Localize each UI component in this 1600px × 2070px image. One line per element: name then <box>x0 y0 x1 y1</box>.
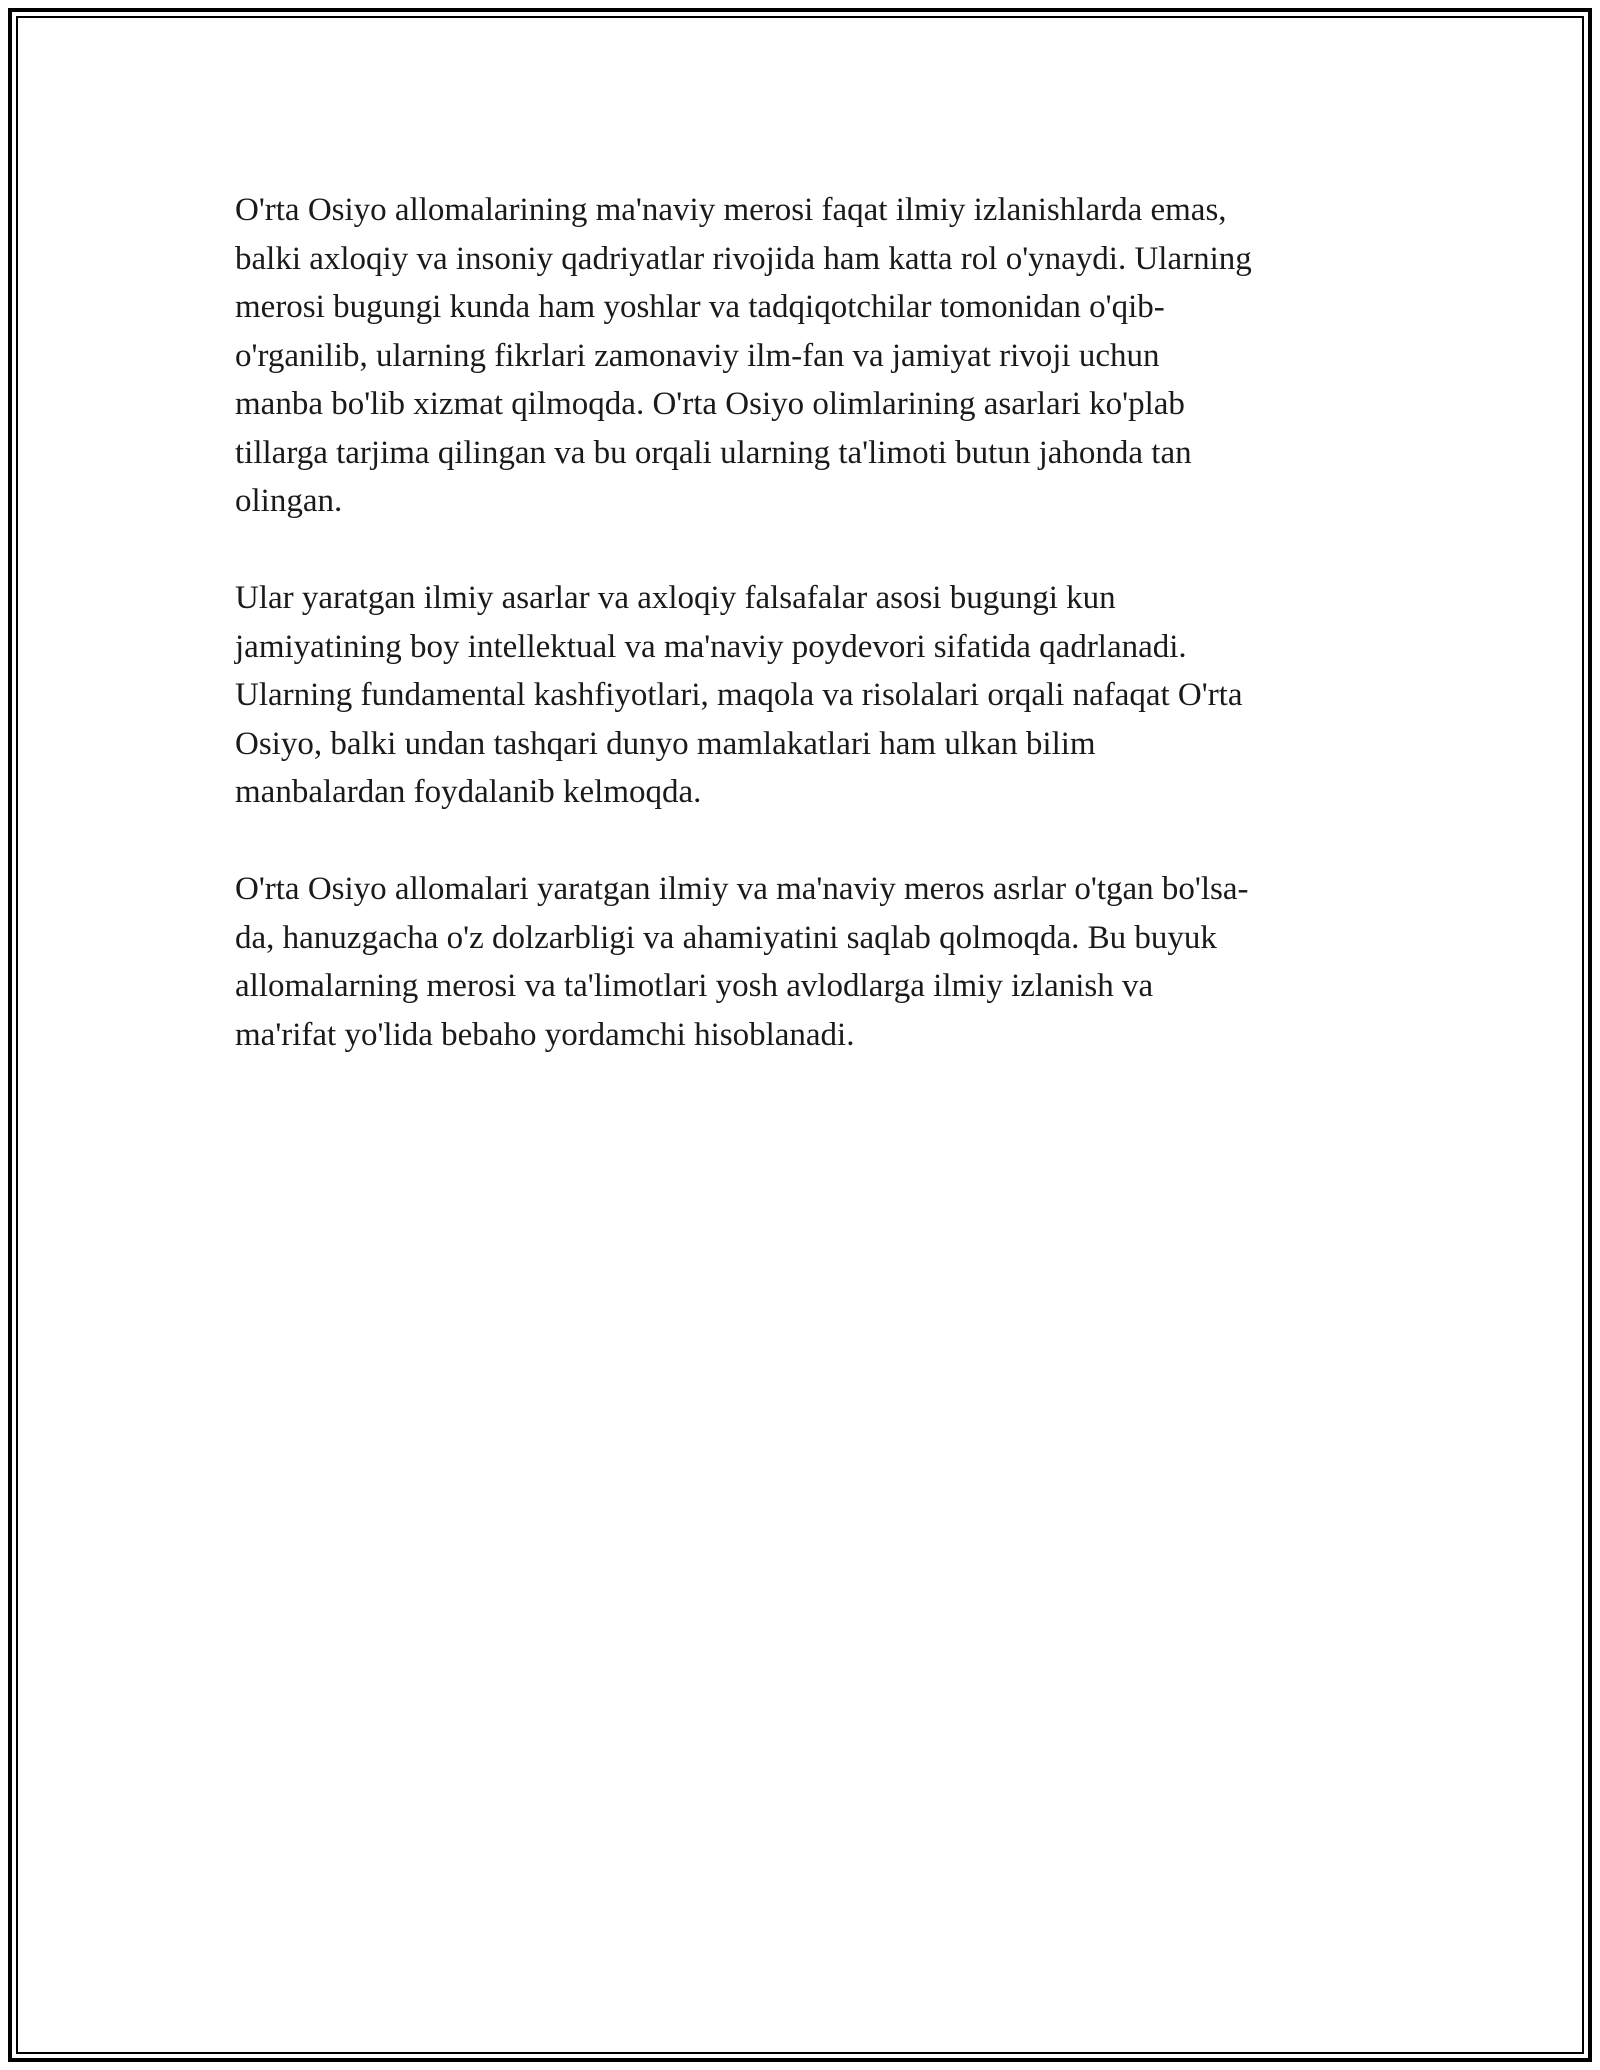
document-body <box>235 186 1375 1108</box>
paragraph-3: O'rta Osiyo allomalari yaratgan ilmiy va ma'naviy meros asrlar o'tgan bo'lsa- da, hanuzgacha o'z dolzarbligi va ahamiyatini saqlab qolmoqda. Bu buyuk allomalarning merosi va ta'limotlari yosh avlodlarga ilmiy izlanish va ma'rifat yo'lida bebaho yordamchi hisoblanadi. <box>235 871 1249 1053</box>
paragraph-1: O'rta Osiyo allomalarining ma'naviy merosi faqat ilmiy izlanishlarda emas, balki axloqiy va insoniy qadriyatlar rivojida ham katta rol o'ynaydi. Ularning merosi bugungi kunda ham yoshlar va tadqiqotchilar tomonidan o'qib- o'rganilib, ularning fikrlari zamonaviy ilm-fan va jamiyat rivoji uchun manba bo'lib xizmat qilmoqda. O'rta Osiyo olimlarining asarlari ko'plab tillarga tarjima qilingan va bu orqali ularning ta'limoti butun jahonda tan olingan. <box>235 192 1252 519</box>
paragraph-2: Ular yaratgan ilmiy asarlar va axloqiy falsafalar asosi bugungi kun jamiyatining boy intellektual va ma'naviy poydevori sifatida qadrlanadi. Ularning fundamental kashfiyotlari, maqola va risolalari orqali nafaqat O'rta Osiyo, balki undan tashqari dunyo mamlakatlari ham ulkan bilim manbalardan foydalanib kelmoqda. <box>235 580 1243 810</box>
